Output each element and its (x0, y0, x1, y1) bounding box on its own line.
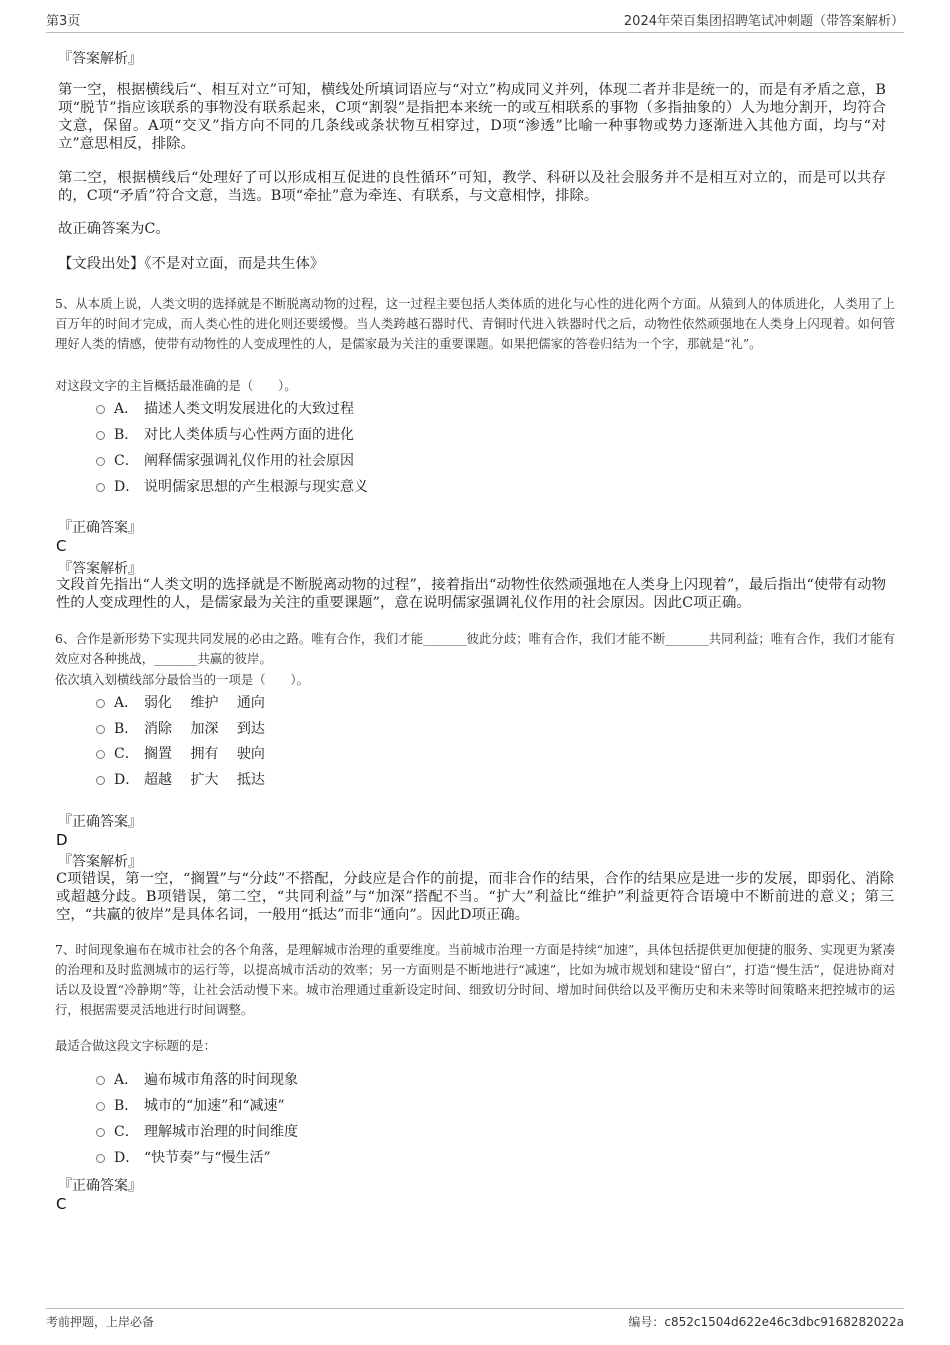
q6-answer-heading: 『正确答案』 (58, 814, 142, 830)
footer-code-value: c852c1504d622e46c3dbc9168282022a (664, 1315, 904, 1329)
radio-icon[interactable] (96, 699, 105, 708)
q6-analysis-heading: 『答案解析』 (58, 854, 142, 870)
q5-option-d[interactable]: D． 说明儒家思想的产生根源与现实意义 (96, 476, 368, 496)
radio-icon[interactable] (96, 1128, 105, 1137)
prev-source: 【文段出处】《不是对立面，而是共生体》 (58, 256, 325, 272)
header-divider (46, 32, 904, 33)
radio-icon[interactable] (96, 725, 105, 734)
page-number: 第3页 (46, 14, 81, 29)
q5-stem: 5、从本质上说，人类文明的选择就是不断脱离动物的过程，这一过程主要包括人类体质的进化与心性的进化两个方面。从猿到人的体质进化，人类用了上百万年的时间才完成，而人类心性的进化则还要缓慢。当人类跨越石器时代、青铜时代进入铁器时代之后，动物性依然顽强地在人类身上闪现着。如何管理好人类的情感，使带有动物性的人变成理性的人，是儒家最为关注的重要课题。如果把儒家的答卷归结为一个字，那就是“礼”。 (55, 296, 895, 351)
q6-analysis: C项错误，第一空，“搁置”与“分歧”不搭配，分歧应是合作的前提，而非合作的结果，合作的结果应是进一步的发展，即弱化、消除或超越分歧。B项错误，第二空，“共同利益”与“加深”搭配不当。“扩大”利益比“维护”利益更符合语境中不断前进的意义；第三空，“共赢的彼岸”是具体名词，一般用“抵达”而非“通向”。因此D项正确。 (56, 871, 894, 923)
radio-icon[interactable] (96, 1076, 105, 1085)
q5-option-b[interactable]: B． 对比人类体质与心性两方面的进化 (96, 424, 354, 444)
radio-icon[interactable] (96, 776, 105, 785)
q7-stem: 7、时间现象遍布在城市社会的各个角落，是理解城市治理的重要维度。当前城市治理一方面是持续“加速”，具体包括提供更加便捷的服务、实现更为紧凑的治理和及时监测城市的运行等，以提高城市活动的效率；另一方面则是不断地进行“减速”，比如为城市规划和建设“留白”，打造“慢生活”，促进协商对话以及设置“冷静期”等，让社会活动慢下来。城市治理通过重新设定时间、细致切分时间、增加时间供给以及平衡历史和未来等时间策略来把控城市的运行，根据需要灵活地进行时间调整。 (55, 942, 895, 1017)
radio-icon[interactable] (96, 1102, 105, 1111)
footer-slogan: 考前押题，上岸必备 (46, 1315, 155, 1329)
q5-option-c[interactable]: C． 阐释儒家强调礼仪作用的社会原因 (96, 450, 354, 470)
q6-answer: D (56, 831, 68, 849)
radio-icon[interactable] (96, 431, 105, 440)
q5-answer-heading: 『正确答案』 (58, 520, 142, 536)
radio-icon[interactable] (96, 457, 105, 466)
radio-icon[interactable] (96, 750, 105, 759)
q5-option-a[interactable]: A． 描述人类文明发展进化的大致过程 (96, 398, 354, 418)
q7-option-b[interactable]: B． 城市的“加速”和“减速” (96, 1095, 285, 1115)
q5-analysis-heading: 『答案解析』 (58, 561, 142, 577)
prev-analysis-heading: 『答案解析』 (58, 51, 142, 67)
q7-option-a[interactable]: A． 遍布城市角落的时间现象 (96, 1069, 298, 1089)
q6-option-d[interactable]: D． 超越 扩大 抵达 (96, 769, 265, 789)
q7-option-c[interactable]: C． 理解城市治理的时间维度 (96, 1121, 298, 1141)
footer-code-label: 编号： (628, 1315, 665, 1329)
q6-prompt: 依次填入划横线部分最恰当的一项是（ ）。 (55, 672, 310, 687)
q5-answer: C (56, 537, 67, 555)
q5-analysis: 文段首先指出“人类文明的选择就是不断脱离动物的过程”，接着指出“动物性依然顽强地在人类身上闪现着”，最后指出“使带有动物性的人变成理性的人，是儒家最为关注的重要课题”，意在说明儒家强调礼仪作用的社会原因。因此C项正确。 (56, 577, 886, 611)
q7-option-d[interactable]: D． “快节奏”与“慢生活” (96, 1147, 271, 1167)
q6-option-b[interactable]: B． 消除 加深 到达 (96, 718, 265, 738)
prev-analysis-paragraph-1: 第一空，根据横线后“、相互对立”可知，横线处所填词语应与“对立”构成同义并列，体现二者并非是统一的，而是有矛盾之意，B项“脱节”指应该联系的事物没有联系起来，C项“割裂”是指把本来统一的或互相联系的事物（多指抽象的）人为地分割开，均符合文意，保留。A项“交叉”指方向不同的几条线或条状物互相穿过，D项“渗透”比喻一种事物或势力逐渐进入其他方面，均与“对立”意思相反，排除。 (58, 82, 886, 152)
prev-conclusion: 故正确答案为C。 (58, 221, 170, 237)
q7-answer-heading: 『正确答案』 (58, 1178, 142, 1194)
footer-code (628, 1313, 904, 1330)
q7-answer: C (56, 1195, 67, 1213)
document-title: 2024年荣百集团招聘笔试冲刺题（带答案解析） (623, 14, 904, 29)
q6-option-c[interactable]: C． 搁置 拥有 驶向 (96, 743, 265, 763)
footer-divider (46, 1308, 904, 1309)
q6-option-a[interactable]: A． 弱化 维护 通向 (96, 692, 265, 712)
q7-prompt: 最适合做这段文字标题的是： (55, 1038, 217, 1053)
prev-analysis-paragraph-2: 第二空，根据横线后“处理好了可以形成相互促进的良性循环”可知，教学、科研以及社会服务并不是相互对立的，而是可以共存的，C项“矛盾”符合文意，当选。B项“牵扯”意为牵连、有联系，与文意相悖，排除。 (58, 170, 886, 204)
radio-icon[interactable] (96, 405, 105, 414)
q5-prompt: 对这段文字的主旨概括最准确的是（ ）。 (55, 378, 297, 393)
radio-icon[interactable] (96, 1154, 105, 1163)
q6-stem: 6、合作是新形势下实现共同发展的必由之路。唯有合作，我们才能_______彼此分歧；唯有合作，我们才能不断_______共同利益；唯有合作，我们才能有效应对各种挑战，_______共赢的彼岸。 (55, 631, 895, 666)
radio-icon[interactable] (96, 483, 105, 492)
